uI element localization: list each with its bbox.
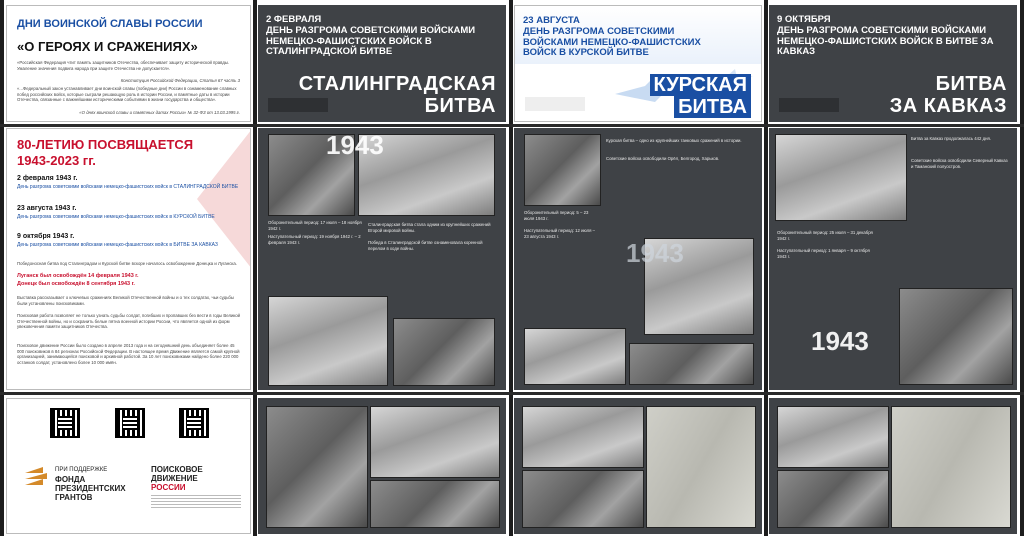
date-kursk: 23 августа 1943 г. xyxy=(17,205,77,212)
archive-photo xyxy=(777,470,889,528)
intro-panel xyxy=(6,5,251,122)
archive-photo xyxy=(370,480,500,528)
year-label: 1943 xyxy=(811,326,869,356)
kursk-title-panel xyxy=(514,5,762,122)
movement-name-line: РОССИИ xyxy=(151,483,186,492)
qr-code[interactable] xyxy=(50,408,80,438)
movement-paragraph: Поисковое движение России было создано в апреле 2013 года и на сегодняшний день объединяет более 45 000 поисковиков в 84 регионах Российской Федерации. В настоящее время Движение является самой крупной организацией, занимающейся поисковой и архивной работой. За 10 лет поисковиками найдено более 220 000 останков солдат, установлено более 10 000 имён. xyxy=(17,343,240,365)
date-stalingrad: 2 февраля 1943 г. xyxy=(17,175,78,182)
offense-period: Наступательный период: 19 ноября 1942 г. – 2 февраля 1943 г. xyxy=(268,234,361,245)
anniversary-heading: 80-ЛЕТИЮ ПОСВЯЩАЕТСЯ xyxy=(17,137,194,152)
liberation-intro: Победоносная битва под Сталинградом и Курской битве вскоре началось освобождение Донецка и Луганска. xyxy=(17,261,237,266)
battle-name-line2: БИТВА xyxy=(674,96,751,118)
fund-logo-icon xyxy=(23,465,49,495)
year-label: 1943 xyxy=(626,238,684,268)
crowd-photo xyxy=(268,296,388,386)
constitution-source: Конституция Российской Федерации, Статья 67 часть 3 xyxy=(120,78,240,83)
fund-name-line: ПРЕЗИДЕНТСКИХ xyxy=(55,484,126,493)
lugansk-liberation: Луганск был освобождён 14 февраля 1943 г. xyxy=(17,273,139,279)
sponsor-logo xyxy=(268,98,328,112)
defense-period: Оборонительный период: 5 – 23 июля 1943 г. xyxy=(524,210,589,221)
movement-name-line: ДВИЖЕНИЕ xyxy=(151,474,198,483)
offense-period: Наступательный период: 12 июля – 23 августа 1943 г. xyxy=(524,228,596,239)
exhibit-title: ДНИ ВОИНСКОЙ СЛАВЫ РОССИИ xyxy=(17,18,203,30)
battle-name-line1: СТАЛИНГРАДСКАЯ xyxy=(298,73,496,95)
battle-photo xyxy=(393,318,495,386)
date-stalingrad-text: День разгрома советскими войсками немецко-фашистских войск в СТАЛИНГРАДСКОЙ БИТВЕ xyxy=(17,184,239,190)
kursk-photo-panel xyxy=(514,398,762,534)
frame-post xyxy=(1020,0,1024,536)
archive-photo xyxy=(370,406,500,478)
caucasus-detail-panel xyxy=(769,128,1017,390)
archive-photo xyxy=(522,406,644,468)
exhibit-subtitle: «О ГЕРОЯХ И СРАЖЕНИЯХ» xyxy=(17,39,198,54)
battle-text: Победа в Сталинградской битве ознаменовала коренной перелом в ходе войны. xyxy=(368,240,483,251)
caucasus-photo-panel xyxy=(769,398,1017,534)
battle-text: Советские войска освободили Орёл, Белгород, Харьков. xyxy=(606,156,720,161)
defense-period: Оборонительный период: 17 июля – 18 ноября 1942 г. xyxy=(268,220,362,231)
archive-photo xyxy=(777,406,889,468)
battle-text: Советские войска освободили Северный Кавказ и Таманский полуостров. xyxy=(911,158,1008,169)
date-caucasus: 9 октября 1943 г. xyxy=(17,233,75,240)
battle-name-line1: КУРСКАЯ xyxy=(650,74,751,96)
constitution-quote: «Российская Федерация чтит память защитников Отечества, обеспечивает защиту исторической правды. Умаление значения подвига народа при защите Отечества не допускается». xyxy=(17,60,230,71)
sponsor-logo xyxy=(779,98,839,112)
convoy-photo xyxy=(524,328,626,385)
sponsors-panel xyxy=(6,398,251,534)
battle-text: Битва за Кавказ продолжалась 442 дня. xyxy=(911,136,992,141)
caucasus-title-panel xyxy=(769,5,1017,122)
cavalry-photo xyxy=(775,134,907,221)
battle-date: 23 АВГУСТА xyxy=(523,15,580,26)
stalingrad-detail-panel xyxy=(258,128,506,390)
field-photo xyxy=(629,343,754,385)
year-label: 1943 xyxy=(326,130,384,160)
search-movement-logo xyxy=(151,465,203,492)
frame-rail xyxy=(0,124,1024,127)
support-label: ПРИ ПОДДЕРЖКЕ xyxy=(55,467,108,473)
mountain-soldiers-photo xyxy=(899,288,1013,385)
frame-post xyxy=(509,0,513,536)
battle-name-line1: БИТВА xyxy=(935,73,1007,95)
search-work-paragraph: Поисковая работа позволяет не только узнать судьбы солдат, погибших и пропавших без вести в годы Великой Отечественной войны, но и сохранить белые пятна военной истории России, что является одной из форм увековечения памяти защитников Отечества. xyxy=(17,313,241,330)
qr-code[interactable] xyxy=(115,408,145,438)
battle-date: 9 ОКТЯБРЯ xyxy=(777,14,831,25)
battle-text: Курская битва – одно из крупнейших танковых сражений в истории. xyxy=(606,138,742,143)
battle-header: ДЕНЬ РАЗГРОМА СОВЕТСКИМИ ВОЙСКАМИ НЕМЕЦКО-ФАШИСТСКИХ ВОЙСК В БИТВЕ ЗА КАВКАЗ xyxy=(777,25,994,57)
stalingrad-title-panel xyxy=(258,5,506,122)
archive-photo xyxy=(266,406,368,528)
battle-date: 2 ФЕВРАЛЯ xyxy=(266,14,322,25)
battle-text: Сталинградская битва стала одним из крупнейших сражений Второй мировой войны. xyxy=(368,222,491,233)
date-kursk-text: День разгрома советскими войсками немецко-фашистских войск в КУРСКОЙ БИТВЕ xyxy=(17,214,215,220)
defense-period: Оборонительный период: 25 июля – 31 декабря 1942 г. xyxy=(777,230,873,241)
tank-photo xyxy=(524,134,601,206)
anniversary-years: 1943-2023 гг. xyxy=(17,153,96,168)
offense-period: Наступательный период: 1 января – 9 октября 1943 г. xyxy=(777,248,870,259)
battle-name-line2: БИТВА xyxy=(424,95,496,117)
movement-name-line: ПОИСКОВОЕ xyxy=(151,465,203,474)
battle-map xyxy=(646,406,756,528)
archive-photo xyxy=(522,470,644,528)
fund-name xyxy=(55,475,126,502)
battle-map xyxy=(891,406,1011,528)
battle-header: ДЕНЬ РАЗГРОМА СОВЕТСКИМИ ВОЙСКАМИ НЕМЕЦКО-ФАШИСТСКИХ ВОЙСК В КУРСКОЙ БИТВЕ xyxy=(523,26,701,58)
fund-name-line: ГРАНТОВ xyxy=(55,493,93,502)
sponsor-logo xyxy=(525,97,585,111)
frame-rail xyxy=(0,392,1024,395)
frame-post xyxy=(253,0,257,536)
frame-post xyxy=(0,0,4,536)
law-source: «О днях воинской славы и памятных датах России» № 32-ФЗ от 13.03.1995 г. xyxy=(79,110,240,115)
battle-header: ДЕНЬ РАЗГРОМА СОВЕТСКИМИ ВОЙСКАМИ НЕМЕЦКО-ФАШИСТСКИХ ВОЙСК В СТАЛИНГРАДСКОЙ БИТВЕ xyxy=(266,25,476,57)
donetsk-liberation: Донецк был освобождён 8 сентября 1943 г. xyxy=(17,281,135,287)
anniversary-panel xyxy=(6,128,251,390)
fund-name-line: ФОНДА xyxy=(55,475,86,484)
exhibit-paragraph: Выставка рассказывает о ключевых сражениях Великой Отечественной войны и о тех солдатах, чьи судьбы были установлены поисковиками. xyxy=(17,295,234,306)
date-caucasus-text: День разгрома советскими войсками немецко-фашистских войск в БИТВЕ ЗА КАВКАЗ xyxy=(17,242,218,248)
movement-fineprint xyxy=(151,495,241,509)
stalingrad-photo-panel xyxy=(258,398,506,534)
qr-code[interactable] xyxy=(179,408,209,438)
frame-post xyxy=(764,0,768,536)
kursk-detail-panel xyxy=(514,128,762,390)
law-quote: «...Федеральный закон устанавливает дни воинской славы (победные дни) России в ознаменование славных побед российских войск, которые сыграли решающую роль в истории России, и памятные даты в истории Отечества, связанные с важнейшими историческими событиями в жизни государства и общества». xyxy=(17,86,237,103)
battle-name-line2: ЗА КАВКАЗ xyxy=(889,95,1007,117)
